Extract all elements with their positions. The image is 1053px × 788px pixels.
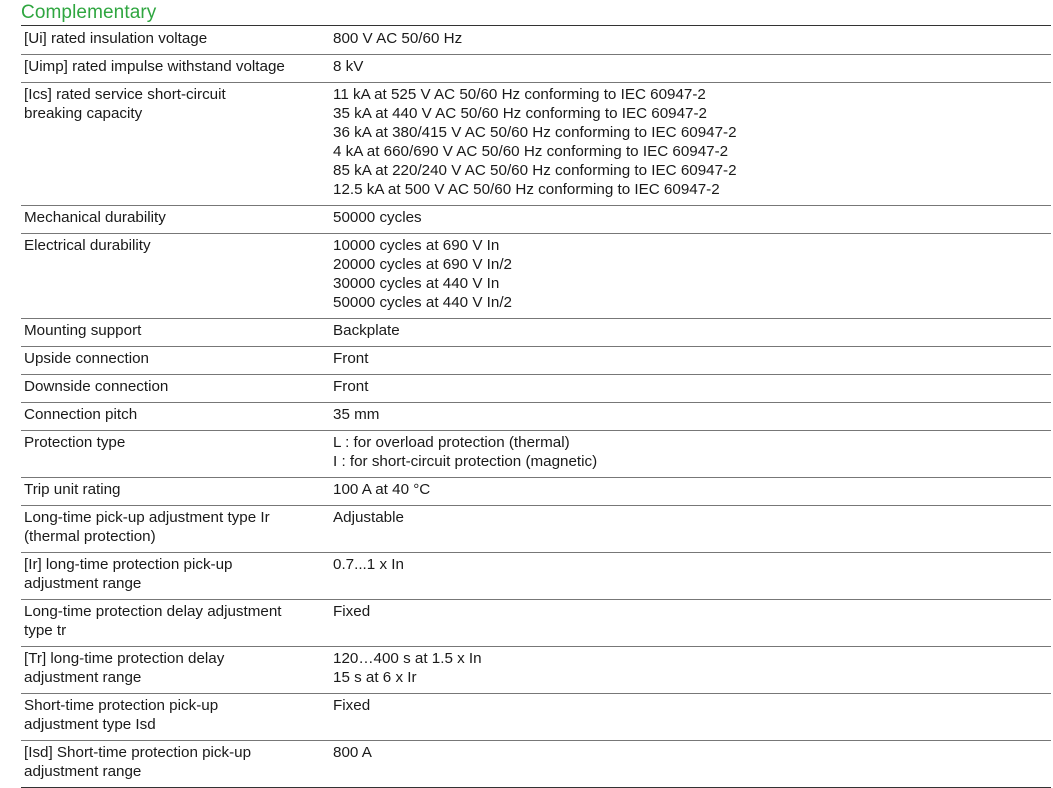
- spec-label-line: [Ics] rated service short-circuit: [24, 86, 226, 103]
- spec-value-line: Front: [333, 350, 369, 367]
- spec-label-line: [Tr] long-time protection delay: [24, 650, 225, 667]
- spec-value-cell: [330, 431, 1051, 478]
- spec-label-line: adjustment range: [24, 575, 142, 592]
- spec-label-line: Downside connection: [24, 378, 169, 395]
- spec-label-line: type tr: [24, 622, 67, 639]
- table-row: [21, 347, 1051, 375]
- spec-value-line: 100 A at 40 °C: [333, 481, 431, 498]
- table-row: [21, 431, 1051, 478]
- spec-label-cell: [21, 506, 330, 553]
- spec-label-line: Connection pitch: [24, 406, 138, 423]
- spec-value-line: Backplate: [333, 322, 400, 339]
- spec-value-line: 36 kA at 380/415 V AC 50/60 Hz conforming to IEC 60947-2: [333, 124, 737, 141]
- spec-label-cell: [21, 375, 330, 403]
- spec-value-cell: [330, 55, 1051, 83]
- table-row: [21, 694, 1051, 741]
- spec-value-cell: [330, 234, 1051, 319]
- spec-value-line: 0.7...1 x In: [333, 556, 404, 573]
- spec-value-cell: [330, 694, 1051, 741]
- spec-table: [21, 27, 1051, 788]
- spec-value-line: 85 kA at 220/240 V AC 50/60 Hz conforming to IEC 60947-2: [333, 162, 737, 179]
- spec-value-line: 35 mm: [333, 406, 380, 423]
- spec-label-cell: [21, 234, 330, 319]
- spec-label-cell: [21, 694, 330, 741]
- spec-value-cell: [330, 83, 1051, 206]
- table-row: [21, 506, 1051, 553]
- spec-label-cell: [21, 478, 330, 506]
- table-row: [21, 600, 1051, 647]
- spec-label-cell: [21, 206, 330, 234]
- spec-label-cell: [21, 27, 330, 55]
- spec-label-line: Long-time protection delay adjustment: [24, 603, 282, 620]
- table-row: [21, 83, 1051, 206]
- spec-value-cell: [330, 206, 1051, 234]
- spec-label-line: Electrical durability: [24, 237, 151, 254]
- spec-label-line: adjustment range: [24, 763, 142, 780]
- table-row: [21, 27, 1051, 55]
- section-title: Complementary: [21, 2, 157, 23]
- spec-value-line: L : for overload protection (thermal): [333, 434, 570, 451]
- spec-label-line: breaking capacity: [24, 105, 143, 122]
- spec-value-cell: [330, 478, 1051, 506]
- table-row: [21, 741, 1051, 788]
- spec-table-body: [21, 27, 1051, 788]
- spec-label-line: [Ir] long-time protection pick-up: [24, 556, 233, 573]
- spec-value-line: 11 kA at 525 V AC 50/60 Hz conforming to IEC 60947-2: [333, 86, 706, 103]
- table-row: [21, 375, 1051, 403]
- spec-value-line: 10000 cycles at 690 V In: [333, 237, 500, 254]
- spec-value-line: 4 kA at 660/690 V AC 50/60 Hz conforming to IEC 60947-2: [333, 143, 729, 160]
- spec-value-line: Front: [333, 378, 369, 395]
- spec-label-cell: [21, 741, 330, 788]
- spec-value-cell: [330, 403, 1051, 431]
- spec-value-line: 20000 cycles at 690 V In/2: [333, 256, 512, 273]
- table-row: [21, 478, 1051, 506]
- spec-label-line: Upside connection: [24, 350, 149, 367]
- spec-value-cell: [330, 600, 1051, 647]
- spec-label-line: Trip unit rating: [24, 481, 121, 498]
- spec-label-cell: [21, 600, 330, 647]
- spec-value-line: 15 s at 6 x Ir: [333, 669, 417, 686]
- spec-value-line: Fixed: [333, 697, 371, 714]
- spec-label-cell: [21, 403, 330, 431]
- spec-label-line: [Ui] rated insulation voltage: [24, 30, 208, 47]
- spec-label-line: Long-time pick-up adjustment type Ir: [24, 509, 270, 526]
- spec-label-line: Mechanical durability: [24, 209, 166, 226]
- spec-value-cell: [330, 647, 1051, 694]
- spec-label-line: [Uimp] rated impulse withstand voltage: [24, 58, 285, 75]
- table-row: [21, 55, 1051, 83]
- spec-label-line: Protection type: [24, 434, 126, 451]
- spec-label-cell: [21, 647, 330, 694]
- table-row: [21, 403, 1051, 431]
- spec-value-line: 12.5 kA at 500 V AC 50/60 Hz conforming to IEC 60947-2: [333, 181, 720, 198]
- spec-value-line: Adjustable: [333, 509, 404, 526]
- table-row: [21, 319, 1051, 347]
- spec-value-cell: [330, 741, 1051, 788]
- spec-label-cell: [21, 55, 330, 83]
- spec-label-line: adjustment range: [24, 669, 142, 686]
- spec-label-cell: [21, 431, 330, 478]
- spec-value-cell: [330, 506, 1051, 553]
- spec-value-line: 8 kV: [333, 58, 364, 75]
- spec-value-cell: [330, 27, 1051, 55]
- spec-value-line: 120…400 s at 1.5 x In: [333, 650, 482, 667]
- spec-value-cell: [330, 347, 1051, 375]
- spec-value-line: 30000 cycles at 440 V In: [333, 275, 500, 292]
- spec-label-line: [Isd] Short-time protection pick-up: [24, 744, 252, 761]
- spec-label-line: adjustment type Isd: [24, 716, 156, 733]
- table-row: [21, 234, 1051, 319]
- spec-value-cell: [330, 553, 1051, 600]
- title-divider: [21, 25, 1051, 26]
- spec-value-line: I : for short-circuit protection (magnetic): [333, 453, 598, 470]
- spec-label-line: Mounting support: [24, 322, 142, 339]
- spec-value-cell: [330, 319, 1051, 347]
- spec-value-line: 35 kA at 440 V AC 50/60 Hz conforming to IEC 60947-2: [333, 105, 708, 122]
- table-row: [21, 553, 1051, 600]
- spec-value-line: Fixed: [333, 603, 371, 620]
- spec-value-cell: [330, 375, 1051, 403]
- spec-label-cell: [21, 83, 330, 206]
- spec-label-cell: [21, 347, 330, 375]
- spec-label-cell: [21, 553, 330, 600]
- spec-label-line: (thermal protection): [24, 528, 156, 545]
- spec-label-line: Short-time protection pick-up: [24, 697, 219, 714]
- table-row: [21, 647, 1051, 694]
- spec-value-line: 800 A: [333, 744, 372, 761]
- table-row: [21, 206, 1051, 234]
- spec-value-line: 800 V AC 50/60 Hz: [333, 30, 463, 47]
- spec-value-line: 50000 cycles: [333, 209, 422, 226]
- spec-value-line: 50000 cycles at 440 V In/2: [333, 294, 512, 311]
- spec-label-cell: [21, 319, 330, 347]
